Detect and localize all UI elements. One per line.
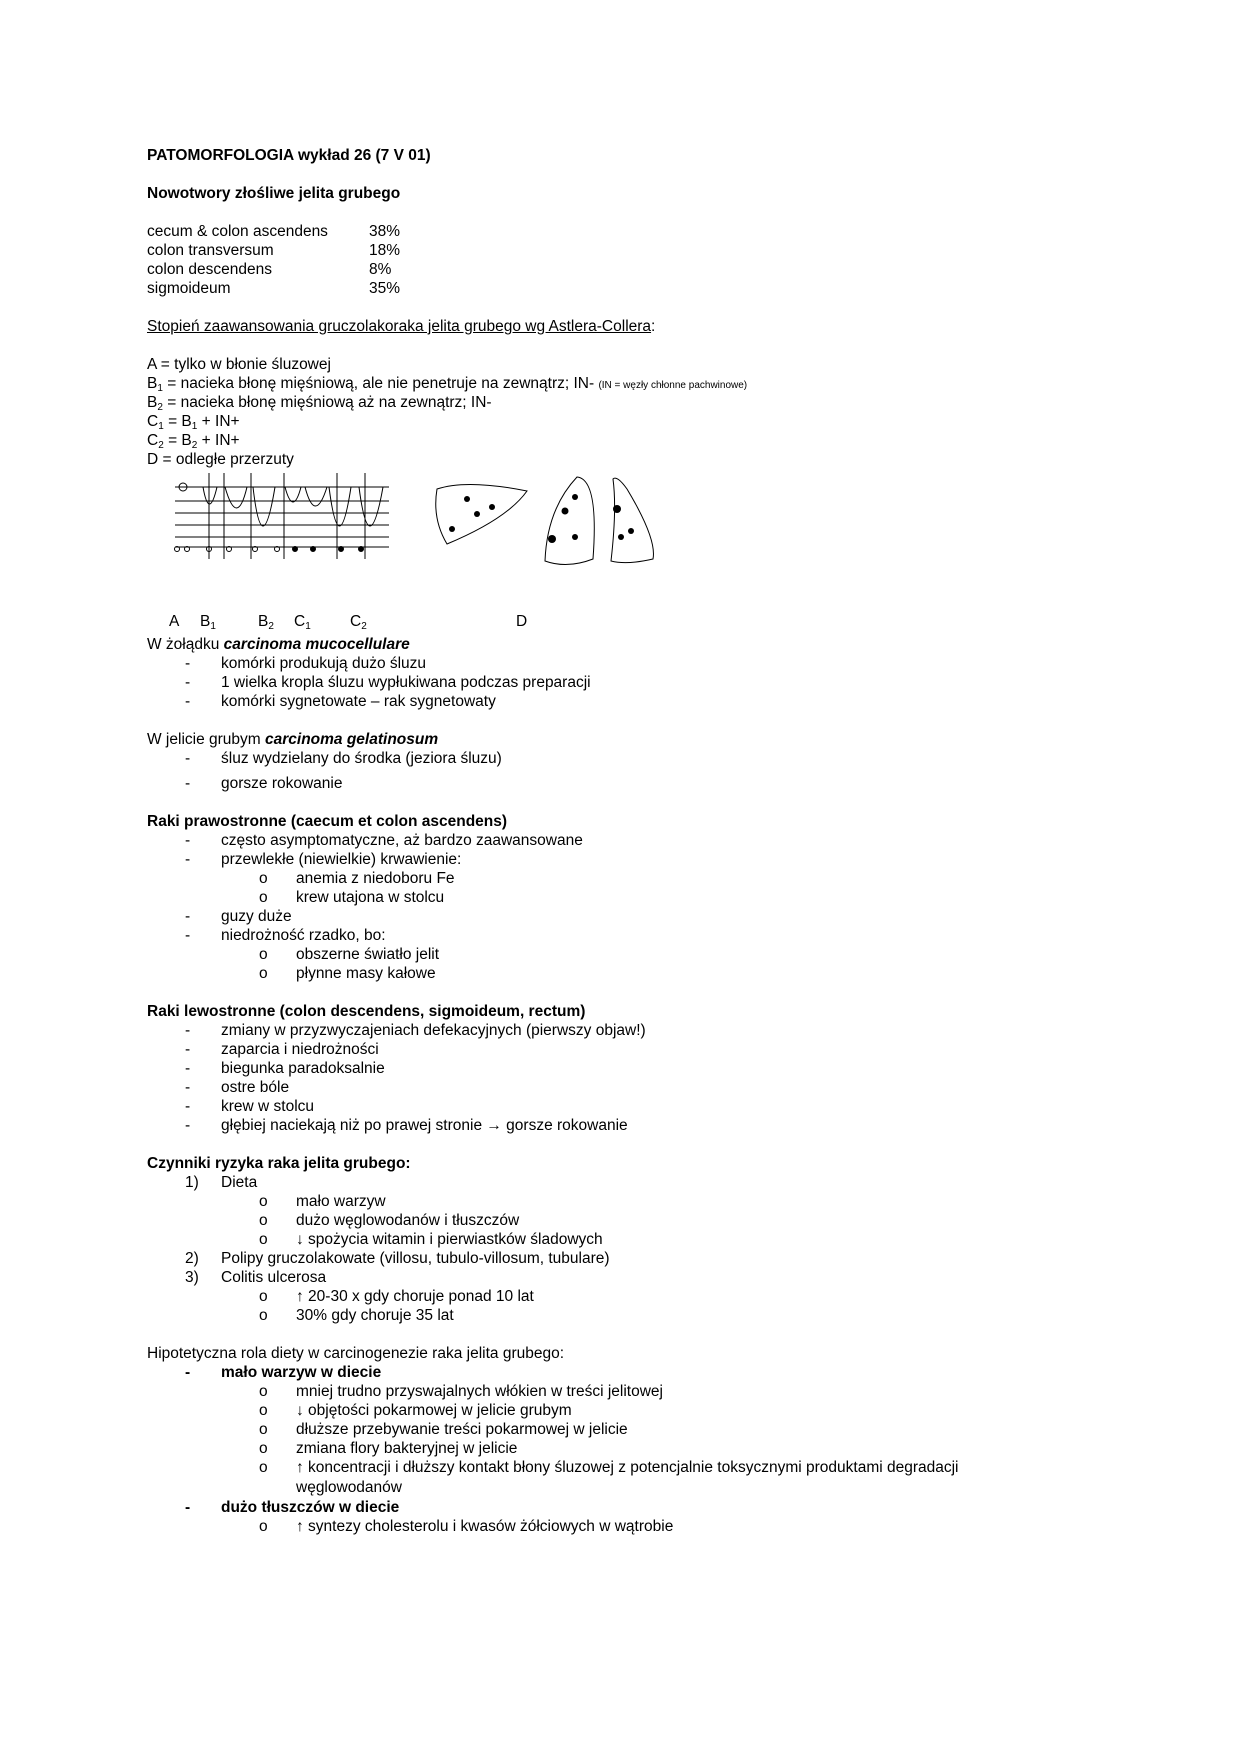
stomach-intro: W żołądku <box>147 636 224 653</box>
circle-marker: o <box>259 946 268 963</box>
stage-sub: 1 <box>157 383 163 394</box>
dash-marker: - <box>185 1364 191 1381</box>
stage-text: = B <box>163 432 192 449</box>
circle-marker: o <box>259 1307 268 1324</box>
staging-heading <box>147 317 1047 336</box>
list-item <box>147 926 1047 945</box>
sub-list-item <box>147 1287 1047 1306</box>
list-item-text: mało warzyw <box>296 1193 386 1210</box>
list-item <box>147 850 1047 869</box>
sub-list-item <box>147 1517 1047 1536</box>
list-item-text: dużo tłuszczów w diecie <box>221 1499 400 1516</box>
list-item-text: krew w stolcu <box>221 1098 315 1115</box>
list-item-text: śluz wydzielany do środka (jeziora śluzu) <box>221 750 502 767</box>
metastasis-dots <box>449 494 634 543</box>
colon-term: carcinoma gelatinosum <box>265 731 439 748</box>
document-title: PATOMORFOLOGIA wykład 26 (7 V 01) <box>147 147 431 164</box>
list-item-text: ↑ syntezy cholesterolu i kwasów żółciowych w wątrobie <box>296 1518 674 1535</box>
colon-heading <box>147 730 1047 749</box>
dash-marker: - <box>185 908 191 925</box>
metastasis-organs <box>436 477 654 565</box>
stage-letter: C <box>147 413 159 430</box>
figure-label-c1 <box>294 613 311 631</box>
stage-text: = nacieka błonę mięśniową, ale nie penetruje na zewnątrz; IN- <box>162 375 599 392</box>
list-item-text: ↓ objętości pokarmowej w jelicie grubym <box>296 1402 572 1419</box>
label-letter: B <box>258 613 269 630</box>
table-row <box>147 241 1047 260</box>
dash-marker: - <box>185 655 191 672</box>
location-table <box>147 222 1047 298</box>
table-row <box>147 279 1047 298</box>
circle-marker: o <box>259 1421 268 1438</box>
location-cell: cecum & colon ascendens <box>147 223 328 240</box>
percent-cell: 38% <box>369 223 401 240</box>
dash-marker: - <box>185 1060 191 1077</box>
list-item-text: przewlekłe (niewielkie) krwawienie: <box>221 851 462 868</box>
list-item-text: komórki produkują dużo śluzu <box>221 655 427 672</box>
figure-label-c2 <box>350 613 367 631</box>
number-marker: 3) <box>185 1269 199 1286</box>
colon-intro: W jelicie grubym <box>147 731 265 748</box>
stage-sub: 1 <box>158 421 164 432</box>
stage-c1 <box>147 412 1047 431</box>
figure-label-a: A <box>169 613 180 630</box>
list-item <box>147 654 1047 673</box>
figure-label-b2 <box>258 613 274 631</box>
left-sided-heading: Raki lewostronne (colon descendens, sigmoideum, rectum) <box>147 1003 586 1020</box>
label-letter: B <box>200 613 211 630</box>
circle-marker: o <box>259 1459 268 1476</box>
right-sided-heading: Raki prawostronne (caecum et colon ascendens) <box>147 813 508 830</box>
circle-marker: o <box>259 1402 268 1419</box>
sub-list-item <box>147 1382 1047 1401</box>
numbered-item <box>147 1173 1047 1192</box>
list-item <box>147 749 1047 768</box>
numbered-item <box>147 1268 1047 1287</box>
sub-list-item <box>147 1458 1056 1498</box>
circle-marker: o <box>259 889 268 906</box>
staging-heading-colon: : <box>651 318 656 335</box>
list-item-text: ostre bóle <box>221 1079 290 1096</box>
table-row <box>147 260 1047 279</box>
label-sub: 1 <box>210 621 216 632</box>
circle-marker: o <box>259 1383 268 1400</box>
list-item <box>147 1059 1047 1078</box>
stomach-heading <box>147 635 1047 654</box>
list-item <box>147 1363 1047 1382</box>
location-cell: colon descendens <box>147 261 272 278</box>
list-item-text: Polipy gruczolakowate (villosu, tubulo-villosum, tubulare) <box>221 1250 610 1267</box>
list-item-text: 1 wielka kropla śluzu wypłukiwana podczas preparacji <box>221 674 591 691</box>
sub-list-item <box>147 1306 1047 1325</box>
percent-cell: 8% <box>369 261 392 278</box>
dash-marker: - <box>185 832 191 849</box>
list-item-text: ↑ koncentracji i dłuższy kontakt błony śluzowej z potencjalnie toksycznymi produktami degradacji węglowodanów <box>296 1459 959 1496</box>
list-item <box>147 774 1047 793</box>
list-item-text: Colitis ulcerosa <box>221 1269 327 1286</box>
stage-text: = nacieka błonę mięśniową aż na zewnątrz; IN- <box>162 394 492 411</box>
list-item-text: komórki sygnetowate – rak sygnetowaty <box>221 693 496 710</box>
dash-marker: - <box>185 1098 191 1115</box>
list-item-text: głębiej naciekają niż po prawej stronie → gorsze rokowanie <box>221 1117 628 1134</box>
staging-heading-text: Stopień zaawansowania gruczolakoraka jelita grubego wg Astlera-Collera <box>147 318 652 335</box>
dash-marker: - <box>185 674 191 691</box>
list-item-text: dłuższe przebywanie treści pokarmowej w jelicie <box>296 1421 628 1438</box>
sub-list-item <box>147 964 1047 983</box>
document-page <box>147 146 1047 1536</box>
list-item-text: 30% gdy choruje 35 lat <box>296 1307 454 1324</box>
label-sub: 2 <box>268 621 274 632</box>
label-sub: 2 <box>361 621 367 632</box>
circle-marker: o <box>259 965 268 982</box>
list-item <box>147 907 1047 926</box>
list-item-text: Dieta <box>221 1174 258 1191</box>
list-item-text: zmiany w przyzwyczajeniach defekacyjnych (pierwszy objaw!) <box>221 1022 646 1039</box>
circle-marker: o <box>259 870 268 887</box>
list-item-text: płynne masy kałowe <box>296 965 436 982</box>
list-item-text: mniej trudno przyswajalnych włókien w treści jelitowej <box>296 1383 663 1400</box>
list-item <box>147 1498 1047 1517</box>
stage-b1 <box>147 374 1047 393</box>
circle-marker: o <box>259 1440 268 1457</box>
stage-sub: 2 <box>191 440 198 451</box>
diet-heading: Hipotetyczna rola diety w carcinogenezie raka jelita grubego: <box>147 1345 565 1362</box>
label-sub: 1 <box>305 621 311 632</box>
list-item-text: niedrożność rzadko, bo: <box>221 927 386 944</box>
stage-a: A = tylko w błonie śluzowej <box>147 356 331 373</box>
list-item <box>147 692 1047 711</box>
list-item <box>147 1021 1047 1040</box>
sub-list-item <box>147 888 1047 907</box>
stage-text: = B <box>163 413 192 430</box>
dash-marker: - <box>185 1022 191 1039</box>
circle-marker: o <box>259 1193 268 1210</box>
stage-letter: B <box>147 394 158 411</box>
sub-list-item <box>147 869 1047 888</box>
sub-list-item <box>147 1420 1047 1439</box>
number-marker: 1) <box>185 1174 199 1191</box>
stage-text: + IN+ <box>197 413 240 430</box>
stage-sub: 2 <box>157 402 163 413</box>
circle-marker: o <box>259 1231 268 1248</box>
sub-list-item <box>147 945 1047 964</box>
dash-marker: - <box>185 1079 191 1096</box>
numbered-item <box>147 1249 1047 1268</box>
stomach-term: carcinoma mucocellulare <box>223 636 410 653</box>
dash-marker: - <box>185 1041 191 1058</box>
percent-cell: 18% <box>369 242 401 259</box>
list-item <box>147 1040 1047 1059</box>
staging-diagram-svg <box>147 469 707 609</box>
dash-marker: - <box>185 1117 191 1134</box>
staging-diagram <box>147 469 1047 632</box>
dash-marker: - <box>185 927 191 944</box>
label-letter: C <box>294 613 306 630</box>
dash-marker: - <box>185 693 191 710</box>
list-item <box>147 1078 1047 1097</box>
risk-heading: Czynniki ryzyka raka jelita grubego: <box>147 1155 411 1172</box>
section-heading-malignant: Nowotwory złośliwe jelita grubego <box>147 185 401 202</box>
stage-letter: B <box>147 375 158 392</box>
list-item <box>147 1116 1047 1135</box>
dash-marker: - <box>185 775 191 792</box>
stage-letter: C <box>147 432 159 449</box>
sub-list-item <box>147 1211 1047 1230</box>
list-item-text: gorsze rokowanie <box>221 775 343 792</box>
list-item-text: mało warzyw w diecie <box>221 1364 382 1381</box>
list-item-text: ↑ 20-30 x gdy choruje ponad 10 lat <box>296 1288 534 1305</box>
dash-marker: - <box>185 851 191 868</box>
figure-label-d: D <box>516 613 528 630</box>
list-item-text: anemia z niedoboru Fe <box>296 870 455 887</box>
circle-marker: o <box>259 1212 268 1229</box>
stage-note: (IN = węzły chłonne pachwinowe) <box>598 380 748 391</box>
list-item-text: ↓ spożycia witamin i pierwiastków śladowych <box>296 1231 603 1248</box>
stage-d: D = odległe przerzuty <box>147 451 294 468</box>
figure-label-b1 <box>200 613 216 631</box>
dash-marker: - <box>185 750 191 767</box>
location-cell: sigmoideum <box>147 280 231 297</box>
list-item <box>147 1097 1047 1116</box>
list-item <box>147 673 1047 692</box>
sub-list-item <box>147 1401 1047 1420</box>
label-letter: C <box>350 613 362 630</box>
list-item-text: zmiana flory bakteryjnej w jelicie <box>296 1440 518 1457</box>
sub-list-item <box>147 1230 1047 1249</box>
sub-list-item <box>147 1439 1047 1458</box>
number-marker: 2) <box>185 1250 199 1267</box>
sub-list-item <box>147 1192 1047 1211</box>
stage-sub: 2 <box>158 440 164 451</box>
list-item-text: guzy duże <box>221 908 292 925</box>
list-item-text: krew utajona w stolcu <box>296 889 445 906</box>
location-cell: colon transversum <box>147 242 274 259</box>
percent-cell: 35% <box>369 280 401 297</box>
list-item-text: biegunka paradoksalnie <box>221 1060 385 1077</box>
stage-text: + IN+ <box>197 432 240 449</box>
circle-marker: o <box>259 1288 268 1305</box>
table-row <box>147 222 1047 241</box>
list-item-text: często asymptomatyczne, aż bardzo zaawansowane <box>221 832 583 849</box>
list-item-text: dużo węglowodanów i tłuszczów <box>296 1212 520 1229</box>
list-item-text: zaparcia i niedrożności <box>221 1041 379 1058</box>
stage-b2 <box>147 393 1047 412</box>
dash-marker: - <box>185 1499 191 1516</box>
stage-c2 <box>147 431 1047 450</box>
stage-sub: 1 <box>191 421 198 432</box>
colon-wall-drawing <box>175 473 389 559</box>
list-item <box>147 831 1047 850</box>
list-item-text: obszerne światło jelit <box>296 946 440 963</box>
circle-marker: o <box>259 1518 268 1535</box>
